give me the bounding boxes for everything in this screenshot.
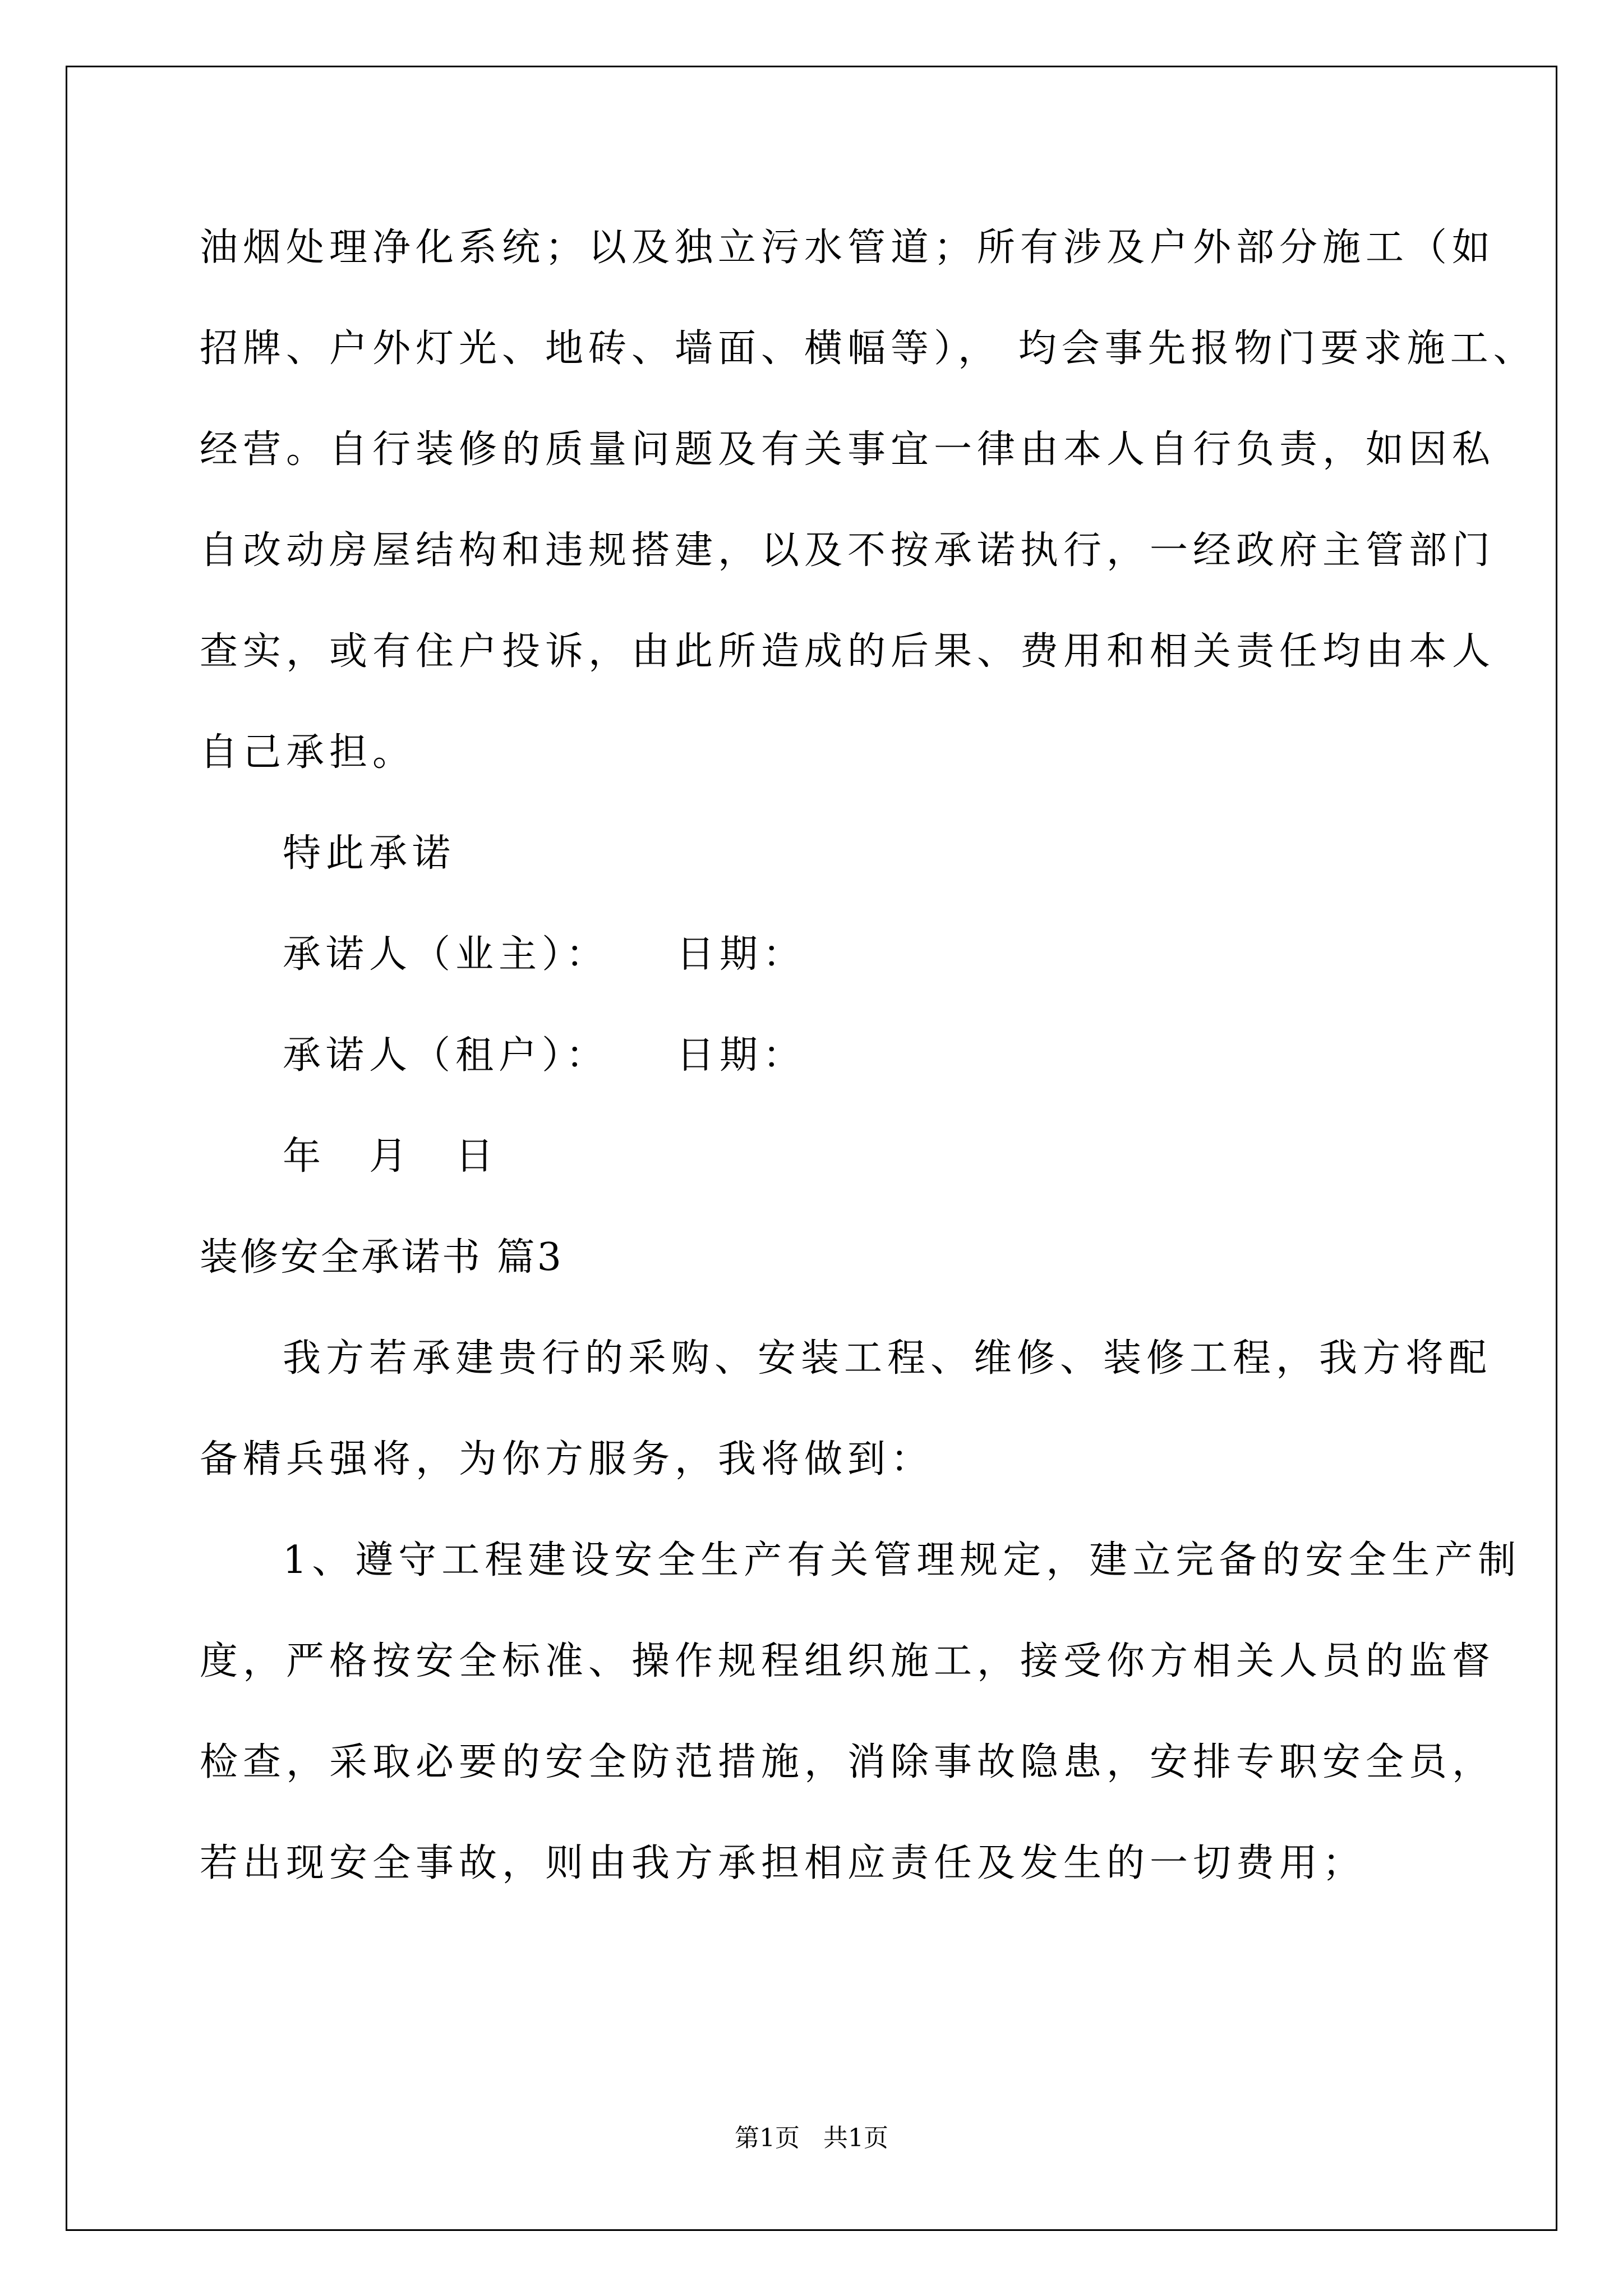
signature-tenant: 承诺人（租户）： 日期：	[283, 1033, 806, 1078]
signature-owner: 承诺人（业主）： 日期：	[283, 932, 806, 977]
body-line-5: 查实，或有住户投诉，由此所造成的后果、费用和相关责任均由本人	[200, 629, 1496, 674]
body-line-3: 经营。自行装修的质量问题及有关事宜一律由本人自行负责，如因私	[200, 427, 1496, 472]
item1-line-3: 检查，采取必要的安全防范措施，消除事故隐患，安排专职安全员，	[200, 1740, 1496, 1784]
date-line: 年 月 日	[283, 1134, 499, 1179]
closing-text: 特此承诺	[283, 831, 456, 876]
body-line-6: 自己承担。	[200, 730, 416, 775]
body-line-4: 自改动房屋结构和违规搭建，以及不按承诺执行，一经政府主管部门	[200, 528, 1496, 573]
intro-line-1: 我方若承建贵行的采购、安装工程、维修、装修工程，我方将配	[283, 1336, 1492, 1381]
item1-line-2: 度，严格按安全标准、操作规程组织施工，接受你方相关人员的监督	[200, 1639, 1496, 1683]
item1-line-4: 若出现安全事故，则由我方承担相应责任及发生的一切费用；	[200, 1841, 1366, 1885]
body-line-2: 招牌、户外灯光、地砖、墙面、横幅等）， 均会事先报物门要求施工、	[200, 326, 1537, 371]
section-heading: 装修安全承诺书 篇3	[200, 1235, 564, 1280]
page-number-current: 第1页	[735, 2124, 800, 2152]
body-line-1: 油烟处理净化系统；以及独立污水管道；所有涉及户外部分施工（如	[200, 226, 1496, 270]
item1-line-1: 1、遵守工程建设安全生产有关管理规定，建立完备的安全生产制	[283, 1538, 1521, 1582]
page-footer	[0, 2126, 1623, 2151]
intro-line-2: 备精兵强将，为你方服务，我将做到：	[200, 1437, 934, 1481]
page-number-total: 共1页	[823, 2124, 888, 2152]
